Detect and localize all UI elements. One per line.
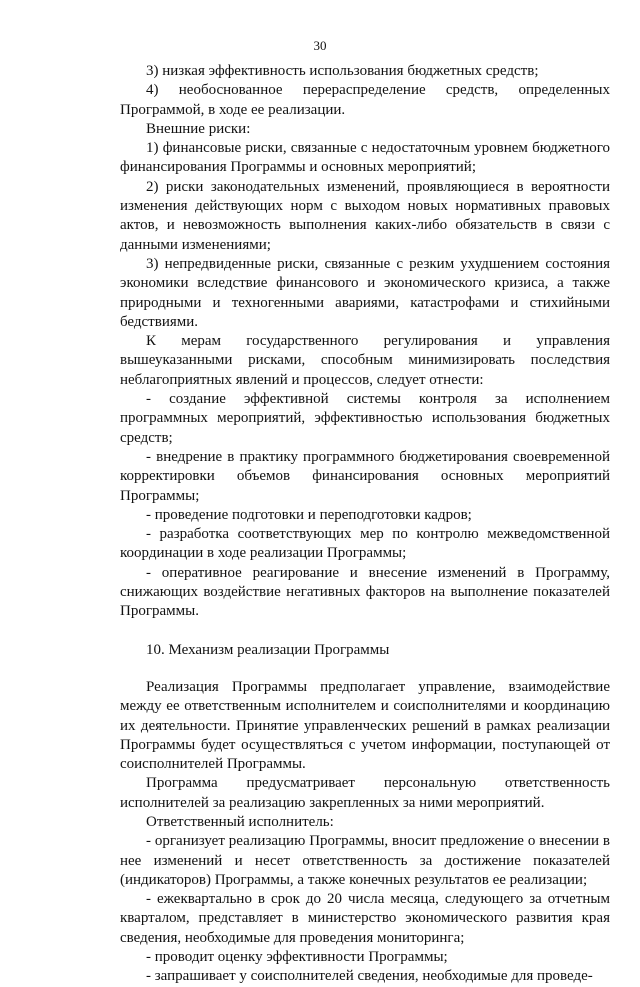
list-item: - запрашивает у соисполнителей сведения, необходимые для проведе- bbox=[146, 968, 593, 985]
paragraph: Ответственный исполнитель: bbox=[146, 813, 334, 830]
paragraph: К мерам государственного регулирования и управления вышеуказанными рисками, способным минимизировать последствия неблагоприятных явлений и процессов, следует отнести: bbox=[120, 333, 610, 388]
list-item: - внедрение в практику программного бюджетирования своевременной корректировки объемов финансирования основных мероприятий Программы; bbox=[120, 448, 610, 504]
paragraph: Реализация Программы предполагает управление, взаимодействие между ее ответственным исполнителем и соисполнителями и координацию их деятельности. Принятие управленческих решений в рамках реализации Программы будет осуществляться с учетом информации, поступающей от соисполнителей Программы. bbox=[120, 678, 610, 773]
paragraph: Программа предусматривает персональную ответственность исполнителей за реализацию закрепленных за ними мероприятий. bbox=[120, 775, 610, 811]
page-number: 30 bbox=[313, 38, 327, 53]
paragraph: 1) финансовые риски, связанные с недостаточным уровнем бюджетного финансирования Программы и основных мероприятий; bbox=[120, 140, 610, 176]
list-item: - разработка соответствующих мер по контролю межведомственной координации в ходе реализации Программы; bbox=[120, 526, 610, 562]
list-item: - ежеквартально в срок до 20 числа месяца, следующего за отчетным кварталом, представляет в министерство экономического развития края сведения, необходимые для проведения мониторинга; bbox=[120, 891, 610, 946]
paragraph: Внешние риски: bbox=[146, 120, 251, 137]
list-item: - создание эффективной системы контроля за исполнением программных мероприятий, эффективностью использования бюджетных средств; bbox=[120, 391, 610, 446]
paragraph: 2) риски законодательных изменений, проявляющиеся в вероятности изменения действующих норм с выходом новых нормативных правовых актов, и невозможность выполнения каких-либо обязательств в связи с данными изменениями; bbox=[120, 178, 610, 253]
paragraph: 4) необоснованное перераспределение средств, определенных Программой, в ходе ее реализации. bbox=[120, 82, 610, 118]
document-body bbox=[120, 62, 610, 987]
section-heading: 10. Механизм реализации Программы bbox=[146, 641, 390, 658]
list-item: - проводит оценку эффективности Программы; bbox=[146, 949, 448, 966]
list-item: - проведение подготовки и переподготовки кадров; bbox=[146, 506, 472, 523]
list-item: - оперативное реагирование и внесение изменений в Программу, снижающих воздействие негативных факторов на выполнение показателей Программы. bbox=[120, 564, 610, 620]
list-item: - организует реализацию Программы, вносит предложение о внесении в нее изменений и несет ответственность за достижение показателей (индикаторов) Программы, а также конечных результатов ее реализации; bbox=[120, 833, 610, 888]
paragraph: 3) непредвиденные риски, связанные с резким ухудшением состояния экономики вследствие финансового и экономического кризиса, а также природными и техногенными авариями, катастрофами и стихийными бедствиями. bbox=[120, 255, 610, 330]
paragraph: 3) низкая эффективность использования бюджетных средств; bbox=[146, 63, 539, 79]
